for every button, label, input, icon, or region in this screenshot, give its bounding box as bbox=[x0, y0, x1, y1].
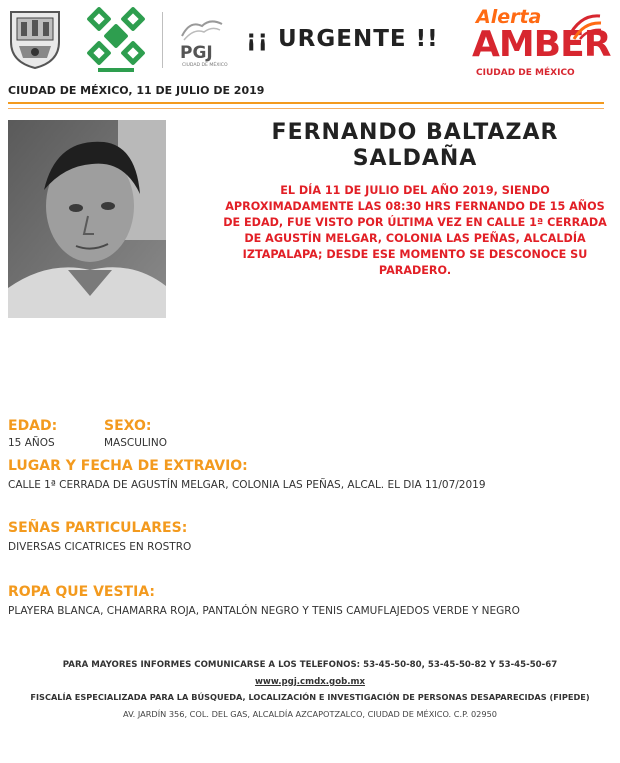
pgj-subtext: CIUDAD DE MÉXICO bbox=[182, 63, 228, 68]
cdmx-crest-icon bbox=[7, 8, 63, 70]
amber-word-alerta: Alerta bbox=[476, 6, 542, 28]
lugar-label: LUGAR Y FECHA DE EXTRAVIO: bbox=[8, 458, 248, 474]
senas-value: DIVERSAS CICATRICES EN ROSTRO bbox=[8, 541, 192, 553]
senas-label: SEÑAS PARTICULARES: bbox=[8, 520, 188, 536]
person-name bbox=[230, 120, 600, 172]
disappearance-narrative: EL DÍA 11 DE JULIO DEL AÑO 2019, SIENDO APROXIMADAMENTE LAS 08:30 HRS FERNANDO DE 15 AÑOS DE EDAD, FUE VISTO POR ÚLTIMA VEZ EN CALLE 1ª CERRADA DE AGUSTÍN MELGAR, COLONIA LAS PEÑAS, ALCALDÍA IZTAPALAPA; DESDE ESE MOMENTO SE DESCONOCE SU PARADERO. bbox=[223, 184, 607, 277]
date-line: CIUDAD DE MÉXICO, 11 DE JULIO DE 2019 bbox=[8, 84, 265, 97]
amber-alert-logo bbox=[470, 4, 610, 86]
amber-word-cdmx: CIUDAD DE MÉXICO bbox=[476, 68, 575, 78]
lugar-value: CALLE 1ª CERRADA DE AGUSTÍN MELGAR, COLONIA LAS PEÑAS, ALCAL. EL DIA 11/07/2019 bbox=[8, 479, 486, 491]
person-name-line1: FERNANDO BALTAZAR bbox=[271, 120, 559, 145]
urgent-heading: ¡¡ URGENTE !! bbox=[246, 26, 439, 52]
footer-address: AV. JARDÍN 356, COL. DEL GAS, ALCALDÍA AZCAPOTZALCO, CIUDAD DE MÉXICO. C.P. 02950 bbox=[123, 709, 497, 719]
ropa-value: PLAYERA BLANCA, CHAMARRA ROJA, PANTALÓN NEGRO Y TENIS CAMUFLAJEDOS VERDE Y NEGRO bbox=[8, 605, 520, 617]
pgj-text: PGJ bbox=[180, 43, 213, 63]
pgj-logo-icon bbox=[176, 14, 228, 68]
edad-label: EDAD: bbox=[8, 418, 58, 434]
amber-stripes-icon bbox=[566, 12, 602, 40]
edad-value: 15 AÑOS bbox=[8, 437, 55, 449]
footer-url[interactable]: www.pgj.cmdx.gob.mx bbox=[254, 677, 366, 687]
person-name-line2: SALDAÑA bbox=[352, 146, 478, 171]
header-rule-thin bbox=[8, 108, 604, 109]
missing-person-photo bbox=[8, 120, 166, 318]
footer-fiscalia: FISCALÍA ESPECIALIZADA PARA LA BÚSQUEDA, LOCALIZACIÓN E INVESTIGACIÓN DE PERSONAS DESAPARECIDAS (FIPEDE) bbox=[30, 692, 590, 702]
header-rule bbox=[8, 102, 604, 104]
cdmx-logo-icon bbox=[84, 4, 148, 76]
sexo-value: MASCULINO bbox=[104, 437, 167, 449]
ropa-label: ROPA QUE VESTIA: bbox=[8, 584, 156, 600]
sexo-label: SEXO: bbox=[104, 418, 152, 434]
header-divider bbox=[162, 12, 163, 68]
amber-word-amber: AMBER bbox=[472, 24, 611, 65]
footer-phones: PARA MAYORES INFORMES COMUNICARSE A LOS TELEFONOS: 53-45-50-80, 53-45-50-82 Y 53-45-50-67 bbox=[62, 660, 558, 670]
